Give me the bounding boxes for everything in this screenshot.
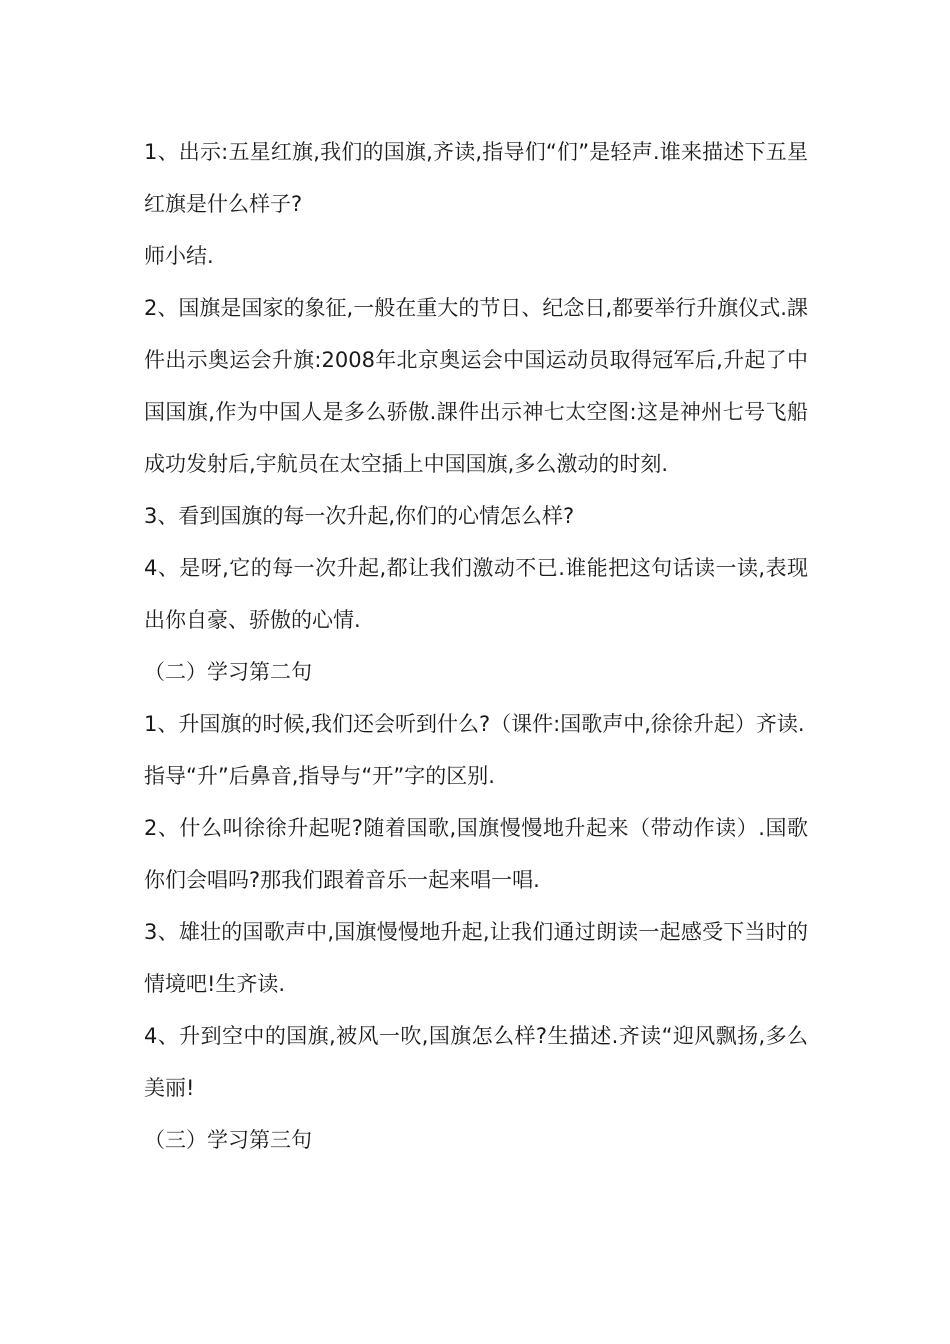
section-heading-third-sentence: （三）学习第三句	[144, 1128, 312, 1152]
paragraph-slowly-rising: 2、什么叫徐徐升起呢?随着国歌,国旗慢慢地升起来（带动作读）.国歌你们会唱吗?那我们跟着音乐一起来唱一唱.	[144, 816, 808, 892]
paragraph-teacher-summary: 师小结.	[144, 244, 214, 268]
paragraph-pronunciation-guide: 指导“升”后鼻音,指导与“开”字的区别.	[144, 764, 495, 788]
paragraph-read-aloud: 4、是呀,它的每一次升起,都让我们激动不已.谁能把这句话读一读,表现出你自豪、骄傲的心情.	[144, 556, 808, 632]
paragraph-flag-symbol: 2、国旗是国家的象征,一般在重大的节日、纪念日,都要举行升旗仪式.課件出示奥运会升旗:2008年北京奥运会中国运动员取得冠军后,升起了中国国旗,作为中国人是多么骄傲.課件出示神七太空图:这是神州七号飞船成功发射后,宇航员在太空插上中国国旗,多么激动的时刻.	[144, 296, 808, 476]
paragraph-majestic-anthem: 3、雄壮的国歌声中,国旗慢慢地升起,让我们通过朗读一起感受下当时的情境吧!生齐读.	[144, 920, 808, 996]
paragraph-anthem-question: 1、升国旗的时候,我们还会听到什么?（课件:国歌声中,徐徐升起）齐读.	[144, 712, 805, 736]
paragraph-feelings-question: 3、看到国旗的每一次升起,你们的心情怎么样?	[144, 504, 575, 528]
document-body	[144, 126, 808, 1166]
paragraph-flag-in-wind: 4、升到空中的国旗,被风一吹,国旗怎么样?生描述.齐读“迎风飘扬,多么美丽!	[144, 1024, 808, 1100]
paragraph-show-flag: 1、出示:五星红旗,我们的国旗,齐读,指导们“们”是轻声.谁来描述下五星红旗是什么样子?	[144, 140, 808, 216]
section-heading-second-sentence: （二）学习第二句	[144, 660, 312, 684]
